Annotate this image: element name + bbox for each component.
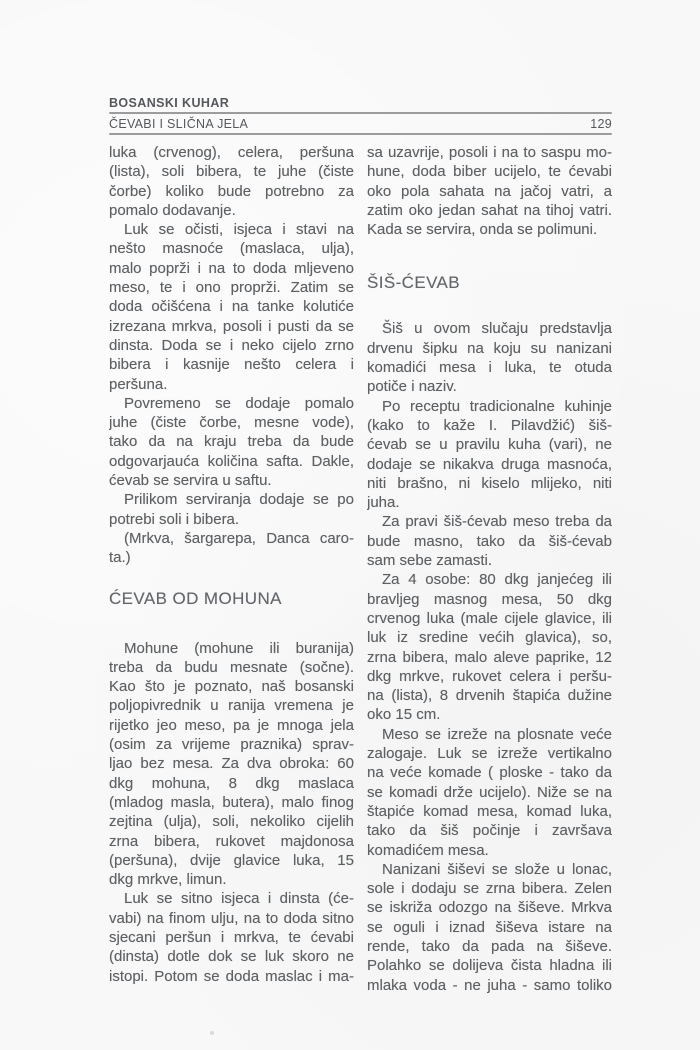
scan-artifact <box>210 1031 214 1035</box>
text-line: ćevab se servira u saftu. <box>109 472 272 490</box>
text-line: juha. <box>367 494 400 512</box>
paragraph <box>109 394 354 490</box>
page-number: 129 <box>590 117 612 131</box>
text-line: izrezana mrkva, posoli i pusti da se <box>109 317 354 335</box>
text-line: ta.) <box>109 549 131 567</box>
text-line: Za 4 osobe: 80 dkg janjećeg ili <box>382 571 612 589</box>
text-line: bude masno, tako da šiš-ćevab <box>367 532 612 550</box>
paragraph <box>367 319 612 396</box>
text-line: meso, te i ono proprži. Zatim se <box>109 279 354 297</box>
text-line: Kada se servira, onda se polimuni. <box>367 221 598 239</box>
text-line: rende, tako da pada na šiševe. <box>367 937 612 955</box>
text-line: Mohune (mohune ili buranija) <box>124 639 354 657</box>
text-line: (peršuna), dvije glavice luka, 15 <box>109 851 354 869</box>
section-heading: ŠIŠ-ĆEVAB <box>367 273 461 293</box>
text-line: poljopivrednik u ranija vremena je <box>109 697 354 715</box>
text-line: bravljeg masnog mesa, 50 dkg <box>367 590 612 608</box>
text-line: Luk se očisti, isjeca i stavi na <box>124 221 354 239</box>
text-line: (osim za vrijeme praznika) sprav- <box>109 736 354 754</box>
text-line: (dinsta) dotle dok se luk skoro ne <box>109 948 354 966</box>
left-column <box>109 143 354 995</box>
text-line: treba da budu mesnate (sočne). <box>109 658 354 676</box>
text-line: (mladog masla, butera), malo finog <box>109 793 354 811</box>
text-line: zejtina (ulja), soli, nekoliko cijelih <box>109 813 354 831</box>
text-line: doda očišćena i na tanke kolutiće <box>109 298 354 316</box>
paragraph <box>367 570 612 724</box>
text-line: Nanizani šiševi se slože u lonac, <box>382 860 612 878</box>
text-line: tako da šiš počinje i završava <box>367 822 612 840</box>
text-line: pomalo dodavanje. <box>109 201 236 219</box>
paragraph <box>109 889 354 985</box>
text-line: zrna bibera, malo aleve paprike, 12 <box>367 648 612 666</box>
text-line: dinsta. Doda se i neko cijelo zrno <box>109 336 354 354</box>
paragraph <box>109 143 354 220</box>
paragraph <box>367 143 612 239</box>
paragraph <box>109 490 354 529</box>
chapter-title: ČEVABI I SLIČNA JELA <box>109 117 249 131</box>
page-header <box>109 96 612 135</box>
text-line: dkg mohuna, 8 dkg maslaca <box>109 774 354 792</box>
text-line: Polahko se dolijeva čista hladna ili <box>367 957 612 975</box>
text-line: ćevab se u pravilu kuha (vari), ne <box>367 436 612 454</box>
text-line: peršuna. <box>109 375 168 393</box>
text-line: tako da na kraju treba da bude <box>109 433 354 451</box>
text-line: Prilikom serviranja dodaje se po <box>124 491 354 509</box>
text-line: na (lista), 8 drvenih štapića dužine <box>367 687 612 705</box>
text-line: dodaje se nikakva druga masnoća, <box>367 455 612 473</box>
text-line: zatim oko jedan sahat na tihoj vatri. <box>367 201 612 219</box>
paragraph <box>109 639 354 890</box>
text-line: hune, doda biber ucijelo, te ćevabi <box>367 163 612 181</box>
text-line: luka (crvenog), celera, peršuna <box>109 144 354 161</box>
text-line: na veće komade ( ploske - tako da <box>367 764 612 782</box>
text-line: juhe (čiste čorbe, mesne vode), <box>109 414 354 432</box>
section-heading: ĆEVAB OD MOHUNA <box>109 588 282 608</box>
text-line: mlaka voda - ne juha - samo toliko <box>367 976 612 994</box>
paragraph <box>367 512 612 570</box>
text-line: niti brašno, ni kiselo mlijeko, niti <box>367 474 612 492</box>
paragraph <box>109 220 354 394</box>
text-line: drvenu šipku na koju su nanizani <box>367 339 612 357</box>
text-line: Po receptu tradicionalne kuhinje <box>382 397 612 415</box>
header-rule-bottom <box>109 133 612 135</box>
text-line: komadićem mesa. <box>367 841 489 859</box>
text-line: dkg mrkve, limun. <box>109 871 227 889</box>
text-line: zrna bibera, rukovet majdonosa <box>109 832 354 850</box>
right-column <box>367 143 612 995</box>
text-line: Luk se sitno isjeca i dinsta (će- <box>124 890 354 908</box>
text-line: sole i dodaju se zrna bibera. Zelen <box>367 880 612 898</box>
text-line: Šiš u ovom slučaju predstavlja <box>382 320 612 338</box>
text-line: štapiće komad mesa, komad luka, <box>367 802 612 820</box>
text-line: oko 15 cm. <box>367 706 441 724</box>
text-line: malo poprži i na to doda mljeveno <box>109 259 354 277</box>
text-line: odgovarjauća količina safta. Dakle, <box>109 452 354 470</box>
text-line: sjecani peršun i mrkva, te ćevabi <box>109 928 354 946</box>
text-line: nešto masnoće (maslaca, ulja), <box>109 240 354 258</box>
text-line: (kako to kaže I. Pilavdžić) šiš- <box>367 416 612 434</box>
text-line: crvenog luka (male cijele glavice, ili <box>367 609 612 627</box>
text-line: Za pravi šiš-ćevab meso treba da <box>382 513 612 531</box>
text-line: luk iz sredine većih glavica), so, <box>367 629 612 647</box>
text-line: istopi. Potom se doda maslac i ma- <box>109 967 354 985</box>
text-line: sa uzavrije, posoli i na to saspu mo- <box>367 144 612 161</box>
text-line: se iskriža odozgo na šiševe. Mrkva <box>367 899 612 917</box>
text-line: ljao bez mesa. Za dva obroka: 60 <box>109 755 354 773</box>
text-line: se komadi drže ucijelo). Niže se na <box>367 783 612 801</box>
text-line: vabi) na finom ulju, na to doda sitno <box>109 909 354 927</box>
text-line: Meso se izreže na plosnate veće <box>382 725 612 743</box>
text-line: zalogaje. Luk se izreže vertikalno <box>367 745 612 763</box>
text-line: oko pola sahata na jačoj vatri, a <box>367 182 612 200</box>
paragraph <box>367 397 612 513</box>
text-line: Kao što je poznato, naš bosanski <box>109 678 354 696</box>
text-line: bibera i kasnije nešto celera i <box>109 356 354 374</box>
book-title: BOSANSKI KUHAR <box>109 96 230 110</box>
text-line: (lista), soli bibera, te juhe (čiste <box>109 163 354 181</box>
text-line: potrebi soli i bibera. <box>109 510 240 528</box>
text-line: sam sebe zamasti. <box>367 552 493 570</box>
text-line: (Mrkva, šargarepa, Danca caro- <box>124 529 354 547</box>
text-line: čorbe) koliko bude potrebno za <box>109 182 354 200</box>
text-line: komadići mesa i luka, te otuda <box>367 359 612 377</box>
paragraph <box>367 860 612 995</box>
text-line: rijetko jeo meso, pa je mnoga jela <box>109 716 354 734</box>
text-columns <box>109 143 612 995</box>
text-line: Povremeno se dodaje pomalo <box>124 394 354 412</box>
text-line: dkg mrkve, rukovet celera i peršu- <box>367 667 612 685</box>
text-line: se oguli i iznad šiševa istare na <box>367 918 612 936</box>
text-line: potiče i naziv. <box>367 378 457 396</box>
chapter-row <box>109 114 612 133</box>
paragraph <box>367 725 612 860</box>
paragraph <box>109 529 354 568</box>
